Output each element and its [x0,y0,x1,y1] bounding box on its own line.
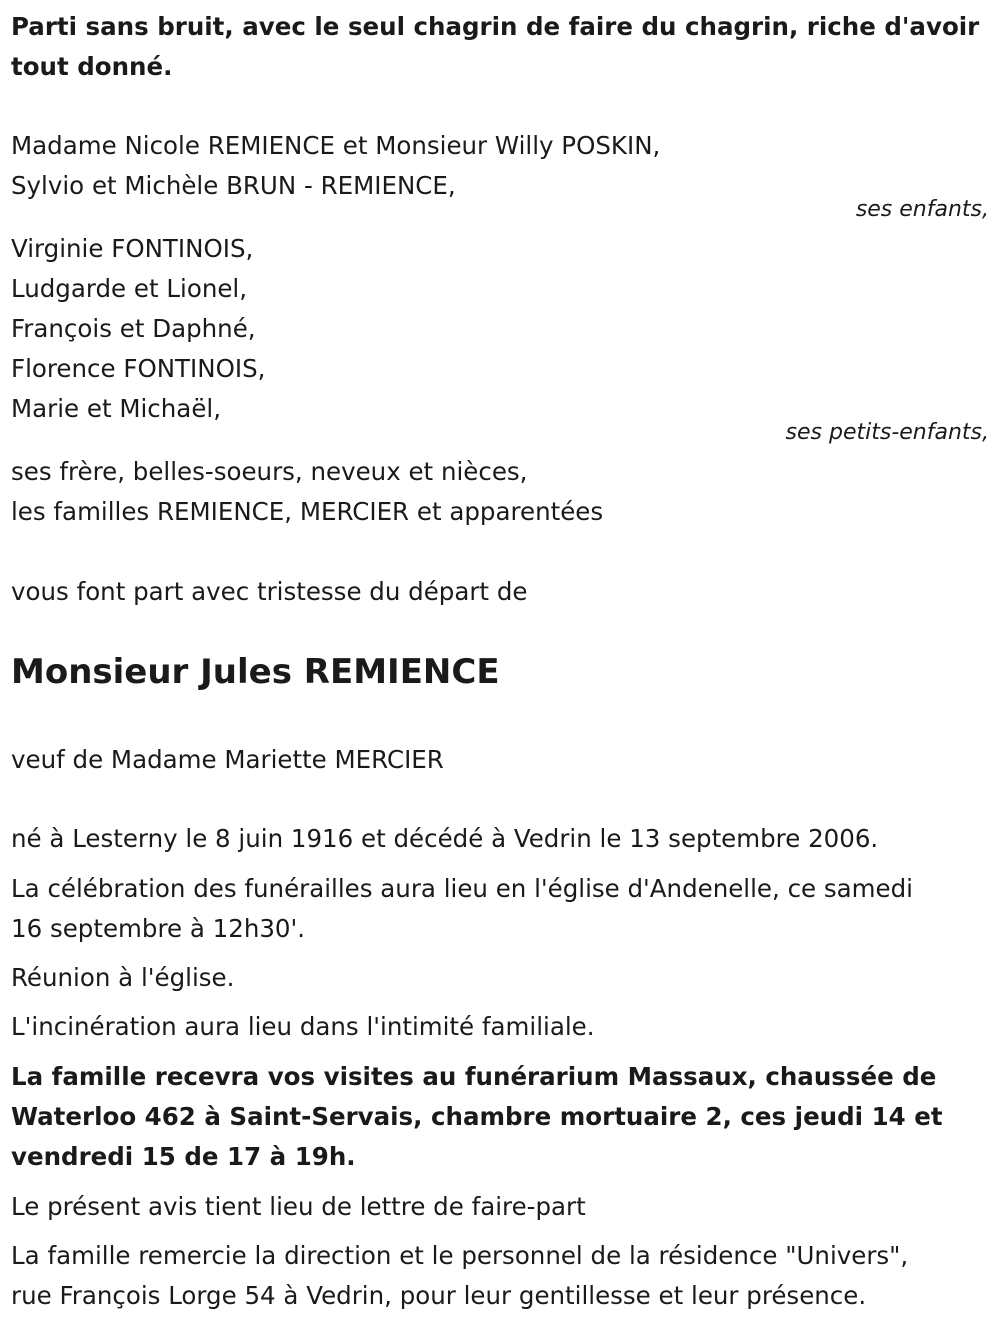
grandchildren-role: ses petits-enfants, [785,420,989,445]
grandchild-line-2: Ludgarde et Lionel, [11,274,248,303]
grandchild-line-1: Virginie FONTINOIS, [11,234,254,263]
family-line-1: ses frère, belles-soeurs, neveux et nièces, [11,457,528,486]
children-role: ses enfants, [855,197,989,222]
thanks-line-1: La famille remercie la direction et le personnel de la résidence "Univers", [11,1241,909,1270]
meeting-text: Réunion à l'église. [11,963,235,992]
visits-line-3: vendredi 15 de 17 à 19h. [11,1142,356,1171]
thanks-line-2: rue François Lorge 54 à Vedrin, pour leur gentillesse et leur présence. [11,1281,867,1310]
intro-line-1: Parti sans bruit, avec le seul chagrin de faire du chagrin, riche d'avoir [11,12,980,41]
children-line-1: Madame Nicole REMIENCE et Monsieur Willy POSKIN, [11,131,661,160]
birth-death-text: né à Lesterny le 8 juin 1916 et décédé à Vedrin le 13 septembre 2006. [11,824,879,853]
grandchild-line-3: François et Daphné, [11,314,256,343]
announcement-text: vous font part avec tristesse du départ de [11,577,528,606]
funeral-line-2: 16 septembre à 12h30'. [11,914,306,943]
intro-line-2: tout donné. [11,52,173,81]
widower-text: veuf de Madame Mariette MERCIER [11,745,444,774]
funeral-line-1: La célébration des funérailles aura lieu en l'église d'Andenelle, ce samedi [11,874,913,903]
cremation-text: L'incinération aura lieu dans l'intimité familiale. [11,1012,595,1041]
visits-line-1: La famille recevra vos visites au funérarium Massaux, chaussée de [11,1062,937,1091]
children-line-2: Sylvio et Michèle BRUN - REMIENCE, [11,171,456,200]
grandchild-line-5: Marie et Michaël, [11,394,221,423]
visits-line-2: Waterloo 462 à Saint-Servais, chambre mortuaire 2, ces jeudi 14 et [11,1102,943,1131]
family-line-2: les familles REMIENCE, MERCIER et apparentées [11,497,604,526]
notice-text: Le présent avis tient lieu de lettre de faire-part [11,1192,586,1221]
deceased-name: Monsieur Jules REMIENCE [11,652,500,692]
grandchild-line-4: Florence FONTINOIS, [11,354,266,383]
